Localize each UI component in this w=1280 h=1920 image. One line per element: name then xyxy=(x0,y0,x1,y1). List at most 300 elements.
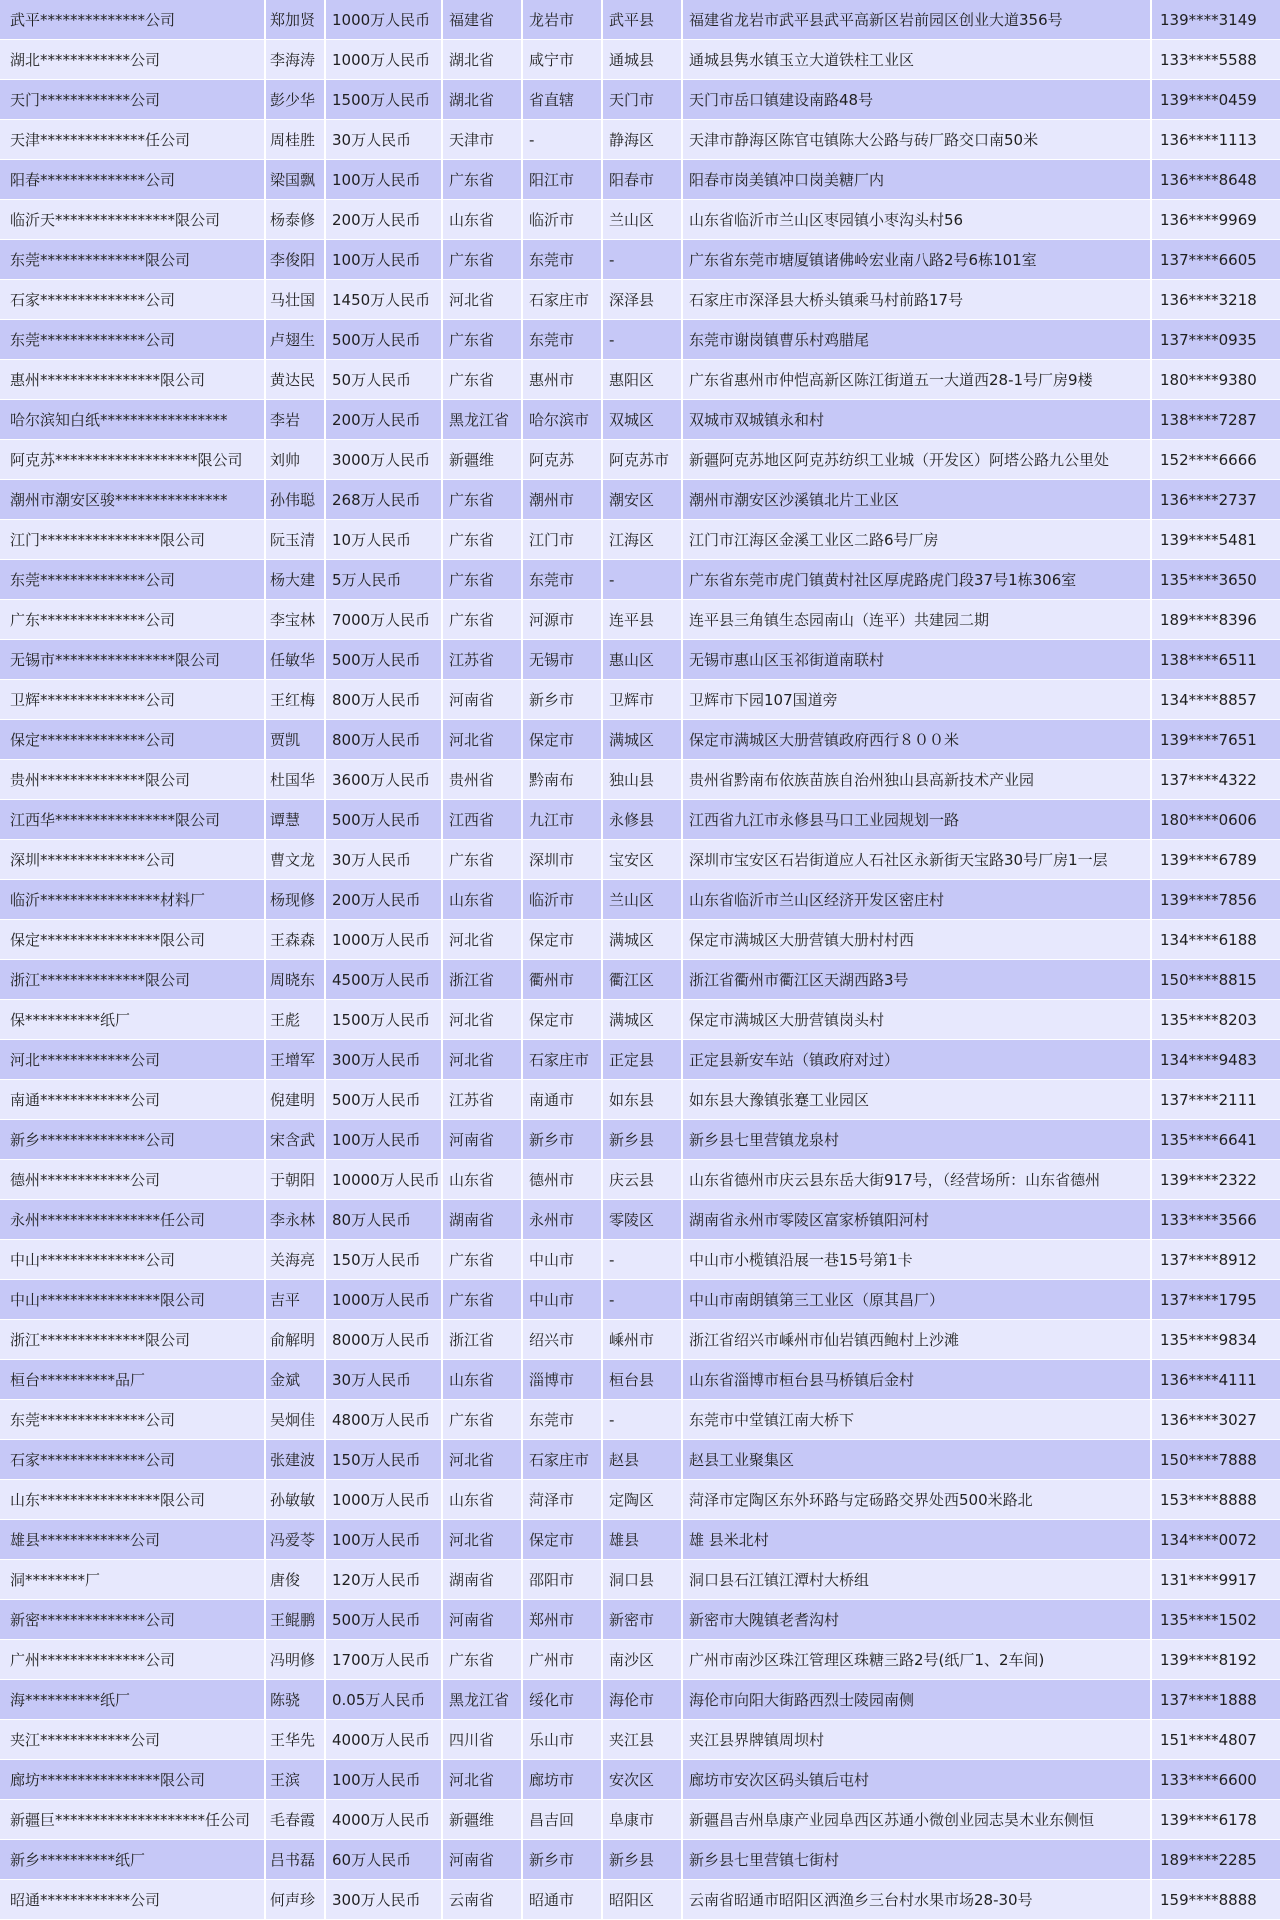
cell-company: 雄县************公司 xyxy=(0,1520,266,1560)
cell-province: 河南省 xyxy=(443,1120,523,1160)
cell-contact: 贾凯 xyxy=(266,720,326,760)
cell-province: 山东省 xyxy=(443,1360,523,1400)
table-row xyxy=(0,1200,1280,1240)
table-row xyxy=(0,1600,1280,1640)
cell-company: 东莞**************公司 xyxy=(0,560,266,600)
cell-address: 广州市南沙区珠江管理区珠糖三路2号(纸厂1、2车间) xyxy=(683,1640,1152,1680)
cell-capital: 800万人民币 xyxy=(326,720,443,760)
cell-capital: 1000万人民币 xyxy=(326,1480,443,1520)
cell-contact: 任敏华 xyxy=(266,640,326,680)
cell-city: - xyxy=(523,120,603,160)
cell-capital: 268万人民币 xyxy=(326,480,443,520)
cell-district: 庆云县 xyxy=(603,1160,683,1200)
cell-company: 廊坊****************限公司 xyxy=(0,1760,266,1800)
cell-province: 福建省 xyxy=(443,0,523,40)
cell-company: 昭通************公司 xyxy=(0,1880,266,1920)
cell-province: 河南省 xyxy=(443,680,523,720)
cell-company: 河北************公司 xyxy=(0,1040,266,1080)
cell-phone: 137****8912 xyxy=(1160,1251,1257,1269)
cell-company: 桓台**********品厂 xyxy=(0,1360,266,1400)
cell-address: 夹江县界牌镇周坝村 xyxy=(683,1720,1152,1760)
cell-city: 九江市 xyxy=(523,800,603,840)
cell-phone: 139****7856 xyxy=(1160,891,1257,909)
cell-address: 新乡县七里营镇七街村 xyxy=(683,1840,1152,1880)
cell-contact: 郑加贤 xyxy=(266,0,326,40)
cell-district: 卫辉市 xyxy=(603,680,683,720)
cell-city: 绍兴市 xyxy=(523,1320,603,1360)
cell-district: 满城区 xyxy=(603,1000,683,1040)
cell-contact: 黄达民 xyxy=(266,360,326,400)
cell-district: 新乡县 xyxy=(603,1840,683,1880)
cell-phone: 137****6605 xyxy=(1160,251,1257,269)
cell-contact: 何声珍 xyxy=(266,1880,326,1920)
cell-province: 江苏省 xyxy=(443,1080,523,1120)
cell-district: 正定县 xyxy=(603,1040,683,1080)
cell-district: - xyxy=(603,1280,683,1320)
cell-address: 卫辉市下园107国道旁 xyxy=(683,680,1152,720)
cell-city: 临沂市 xyxy=(523,880,603,920)
cell-phone: 134****8857 xyxy=(1160,691,1257,709)
cell-city: 阿克苏 xyxy=(523,440,603,480)
cell-city: 廊坊市 xyxy=(523,1760,603,1800)
cell-address: 江门市江海区金溪工业区二路6号厂房 xyxy=(683,520,1152,560)
cell-city: 惠州市 xyxy=(523,360,603,400)
cell-company: 新乡**************公司 xyxy=(0,1120,266,1160)
cell-company: 德州************公司 xyxy=(0,1160,266,1200)
cell-city: 昌吉回 xyxy=(523,1800,603,1840)
cell-city: 东莞市 xyxy=(523,320,603,360)
cell-district: 阳春市 xyxy=(603,160,683,200)
cell-city: 保定市 xyxy=(523,1520,603,1560)
table-row xyxy=(0,600,1280,640)
cell-district: 如东县 xyxy=(603,1080,683,1120)
cell-capital: 5万人民币 xyxy=(326,560,443,600)
cell-province: 河北省 xyxy=(443,720,523,760)
cell-company: 石家**************公司 xyxy=(0,1440,266,1480)
cell-address: 保定市满城区大册营镇大册村村西 xyxy=(683,920,1152,960)
cell-province: 广东省 xyxy=(443,560,523,600)
cell-address: 福建省龙岩市武平县武平高新区岩前园区创业大道356号 xyxy=(683,0,1152,40)
cell-capital: 50万人民币 xyxy=(326,360,443,400)
cell-district: - xyxy=(603,1240,683,1280)
cell-district: 满城区 xyxy=(603,920,683,960)
cell-province: 广东省 xyxy=(443,480,523,520)
cell-contact: 杜国华 xyxy=(266,760,326,800)
cell-district: 阜康市 xyxy=(603,1800,683,1840)
table-row xyxy=(0,560,1280,600)
table-row xyxy=(0,920,1280,960)
table-row xyxy=(0,400,1280,440)
cell-phone: 136****8648 xyxy=(1160,171,1257,189)
cell-city: 淄博市 xyxy=(523,1360,603,1400)
cell-contact: 孙敏敏 xyxy=(266,1480,326,1520)
cell-province: 广东省 xyxy=(443,360,523,400)
cell-city: 保定市 xyxy=(523,1000,603,1040)
cell-contact: 王鲲鹏 xyxy=(266,1600,326,1640)
cell-city: 东莞市 xyxy=(523,240,603,280)
cell-company: 江门****************限公司 xyxy=(0,520,266,560)
cell-district: - xyxy=(603,240,683,280)
cell-capital: 30万人民币 xyxy=(326,1360,443,1400)
cell-phone: 189****2285 xyxy=(1160,1851,1257,1869)
cell-province: 云南省 xyxy=(443,1880,523,1920)
cell-contact: 关海亮 xyxy=(266,1240,326,1280)
cell-phone: 135****8203 xyxy=(1160,1011,1257,1029)
cell-contact: 梁国飘 xyxy=(266,160,326,200)
cell-city: 龙岩市 xyxy=(523,0,603,40)
cell-capital: 7000万人民币 xyxy=(326,600,443,640)
cell-contact: 吉平 xyxy=(266,1280,326,1320)
cell-address: 新密市大隗镇老耆沟村 xyxy=(683,1600,1152,1640)
cell-address: 双城市双城镇永和村 xyxy=(683,400,1152,440)
cell-company: 临沂天****************限公司 xyxy=(0,200,266,240)
cell-province: 广东省 xyxy=(443,1280,523,1320)
cell-phone: 151****4807 xyxy=(1160,1731,1257,1749)
cell-province: 湖北省 xyxy=(443,40,523,80)
cell-district: 嵊州市 xyxy=(603,1320,683,1360)
cell-capital: 30万人民币 xyxy=(326,120,443,160)
cell-address: 山东省德州市庆云县东岳大街917号，（经营场所：山东省德州 xyxy=(683,1160,1152,1200)
table-row xyxy=(0,40,1280,80)
cell-capital: 10万人民币 xyxy=(326,520,443,560)
cell-address: 保定市满城区大册营镇岗头村 xyxy=(683,1000,1152,1040)
cell-company: 海**********纸厂 xyxy=(0,1680,266,1720)
cell-capital: 8000万人民币 xyxy=(326,1320,443,1360)
cell-contact: 马壮国 xyxy=(266,280,326,320)
cell-city: 阳江市 xyxy=(523,160,603,200)
cell-city: 新乡市 xyxy=(523,680,603,720)
cell-address: 新乡县七里营镇龙泉村 xyxy=(683,1120,1152,1160)
cell-contact: 宋含武 xyxy=(266,1120,326,1160)
cell-city: 潮州市 xyxy=(523,480,603,520)
cell-company: 江西华****************限公司 xyxy=(0,800,266,840)
cell-address: 廊坊市安次区码头镇后屯村 xyxy=(683,1760,1152,1800)
cell-contact: 金斌 xyxy=(266,1360,326,1400)
cell-capital: 1000万人民币 xyxy=(326,1280,443,1320)
cell-phone: 159****8888 xyxy=(1160,1891,1257,1909)
cell-province: 河北省 xyxy=(443,920,523,960)
cell-address: 如东县大豫镇张蹇工业园区 xyxy=(683,1080,1152,1120)
cell-province: 四川省 xyxy=(443,1720,523,1760)
cell-district: 雄县 xyxy=(603,1520,683,1560)
cell-province: 河北省 xyxy=(443,1520,523,1560)
table-row xyxy=(0,1800,1280,1840)
table-row xyxy=(0,80,1280,120)
cell-phone: 133****6600 xyxy=(1160,1771,1257,1789)
cell-province: 河北省 xyxy=(443,280,523,320)
cell-capital: 100万人民币 xyxy=(326,240,443,280)
cell-capital: 200万人民币 xyxy=(326,200,443,240)
cell-address: 东莞市谢岗镇曹乐村鸡腊尾 xyxy=(683,320,1152,360)
cell-province: 江西省 xyxy=(443,800,523,840)
cell-district: 天门市 xyxy=(603,80,683,120)
cell-district: 永修县 xyxy=(603,800,683,840)
table-row xyxy=(0,440,1280,480)
cell-phone: 137****4322 xyxy=(1160,771,1257,789)
cell-contact: 吕书磊 xyxy=(266,1840,326,1880)
cell-province: 河南省 xyxy=(443,1840,523,1880)
cell-capital: 100万人民币 xyxy=(326,160,443,200)
cell-phone: 133****3566 xyxy=(1160,1211,1257,1229)
cell-company: 潮州市潮安区骏*************** xyxy=(0,480,266,520)
cell-district: 安次区 xyxy=(603,1760,683,1800)
cell-province: 河北省 xyxy=(443,1040,523,1080)
cell-company: 洞********厂 xyxy=(0,1560,266,1600)
cell-city: 新乡市 xyxy=(523,1840,603,1880)
cell-province: 河南省 xyxy=(443,1600,523,1640)
cell-district: 阿克苏市 xyxy=(603,440,683,480)
cell-address: 赵县工业聚集区 xyxy=(683,1440,1152,1480)
cell-district: 兰山区 xyxy=(603,200,683,240)
cell-district: 宝安区 xyxy=(603,840,683,880)
cell-company: 广州**************公司 xyxy=(0,1640,266,1680)
cell-city: 江门市 xyxy=(523,520,603,560)
cell-address: 深圳市宝安区石岩街道应人石社区永新街天宝路30号厂房1一层 xyxy=(683,840,1152,880)
cell-address: 广东省惠州市仲恺高新区陈江街道五一大道西28-1号厂房9楼 xyxy=(683,360,1152,400)
cell-city: 保定市 xyxy=(523,720,603,760)
cell-district: 惠山区 xyxy=(603,640,683,680)
table-row xyxy=(0,760,1280,800)
cell-contact: 孙伟聪 xyxy=(266,480,326,520)
cell-city: 河源市 xyxy=(523,600,603,640)
cell-city: 黔南布 xyxy=(523,760,603,800)
cell-district: 零陵区 xyxy=(603,1200,683,1240)
cell-address: 天门市岳口镇建设南路48号 xyxy=(683,80,1152,120)
cell-contact: 陈骁 xyxy=(266,1680,326,1720)
cell-address: 山东省临沂市兰山区枣园镇小枣沟头村56 xyxy=(683,200,1152,240)
cell-contact: 唐俊 xyxy=(266,1560,326,1600)
table-row xyxy=(0,880,1280,920)
table-row xyxy=(0,320,1280,360)
cell-phone: 139****6789 xyxy=(1160,851,1257,869)
cell-phone: 137****2111 xyxy=(1160,1091,1257,1109)
cell-city: 深圳市 xyxy=(523,840,603,880)
table-row xyxy=(0,520,1280,560)
cell-district: 新乡县 xyxy=(603,1120,683,1160)
cell-district: 夹江县 xyxy=(603,1720,683,1760)
cell-phone: 150****7888 xyxy=(1160,1451,1257,1469)
cell-phone: 136****9969 xyxy=(1160,211,1257,229)
table-row xyxy=(0,1400,1280,1440)
cell-district: - xyxy=(603,1400,683,1440)
cell-city: 石家庄市 xyxy=(523,280,603,320)
cell-phone: 135****6641 xyxy=(1160,1131,1257,1149)
cell-district: - xyxy=(603,320,683,360)
cell-province: 广东省 xyxy=(443,160,523,200)
cell-company: 临沂****************材料厂 xyxy=(0,880,266,920)
cell-company: 新乡**********纸厂 xyxy=(0,1840,266,1880)
table-row xyxy=(0,640,1280,680)
cell-district: 桓台县 xyxy=(603,1360,683,1400)
table-row xyxy=(0,1520,1280,1560)
cell-phone: 137****1795 xyxy=(1160,1291,1257,1309)
cell-company: 夹江************公司 xyxy=(0,1720,266,1760)
cell-capital: 80万人民币 xyxy=(326,1200,443,1240)
cell-company: 哈尔滨知白纸***************** xyxy=(0,400,266,440)
cell-address: 中山市小榄镇沿展一巷15号第1卡 xyxy=(683,1240,1152,1280)
cell-company: 无锡市****************限公司 xyxy=(0,640,266,680)
cell-province: 广东省 xyxy=(443,1400,523,1440)
cell-district: 双城区 xyxy=(603,400,683,440)
cell-phone: 134****9483 xyxy=(1160,1051,1257,1069)
table-row xyxy=(0,720,1280,760)
cell-province: 广东省 xyxy=(443,1240,523,1280)
cell-district: 江海区 xyxy=(603,520,683,560)
table-row xyxy=(0,1760,1280,1800)
cell-address: 正定县新安车站（镇政府对过） xyxy=(683,1040,1152,1080)
cell-contact: 毛春霞 xyxy=(266,1800,326,1840)
cell-contact: 彭少华 xyxy=(266,80,326,120)
cell-capital: 500万人民币 xyxy=(326,640,443,680)
table-row xyxy=(0,680,1280,720)
cell-phone: 134****6188 xyxy=(1160,931,1257,949)
cell-company: 贵州**************限公司 xyxy=(0,760,266,800)
table-row xyxy=(0,1440,1280,1480)
cell-capital: 150万人民币 xyxy=(326,1240,443,1280)
cell-address: 通城县隽水镇玉立大道铁柱工业区 xyxy=(683,40,1152,80)
cell-capital: 4500万人民币 xyxy=(326,960,443,1000)
cell-contact: 阮玉清 xyxy=(266,520,326,560)
cell-company: 东莞**************限公司 xyxy=(0,240,266,280)
cell-phone: 139****7651 xyxy=(1160,731,1257,749)
cell-contact: 俞解明 xyxy=(266,1320,326,1360)
cell-capital: 150万人民币 xyxy=(326,1440,443,1480)
cell-capital: 500万人民币 xyxy=(326,1080,443,1120)
cell-company: 深圳**************公司 xyxy=(0,840,266,880)
table-row xyxy=(0,840,1280,880)
cell-city: 哈尔滨市 xyxy=(523,400,603,440)
cell-province: 浙江省 xyxy=(443,1320,523,1360)
cell-capital: 4800万人民币 xyxy=(326,1400,443,1440)
cell-phone: 139****8192 xyxy=(1160,1651,1257,1669)
cell-city: 保定市 xyxy=(523,920,603,960)
cell-capital: 30万人民币 xyxy=(326,840,443,880)
cell-company: 湖北************公司 xyxy=(0,40,266,80)
cell-phone: 180****9380 xyxy=(1160,371,1257,389)
cell-contact: 张建波 xyxy=(266,1440,326,1480)
cell-district: 海伦市 xyxy=(603,1680,683,1720)
table-row xyxy=(0,480,1280,520)
cell-address: 中山市南朗镇第三工业区（原其昌厂） xyxy=(683,1280,1152,1320)
cell-contact: 倪建明 xyxy=(266,1080,326,1120)
cell-district: 潮安区 xyxy=(603,480,683,520)
cell-city: 菏泽市 xyxy=(523,1480,603,1520)
cell-phone: 137****0935 xyxy=(1160,331,1257,349)
cell-contact: 王滨 xyxy=(266,1760,326,1800)
cell-address: 菏泽市定陶区东外环路与定砀路交界处西500米路北 xyxy=(683,1480,1152,1520)
cell-contact: 卢翅生 xyxy=(266,320,326,360)
table-row xyxy=(0,160,1280,200)
cell-city: 无锡市 xyxy=(523,640,603,680)
cell-province: 广东省 xyxy=(443,520,523,560)
cell-province: 江苏省 xyxy=(443,640,523,680)
cell-capital: 100万人民币 xyxy=(326,1760,443,1800)
cell-district: 新密市 xyxy=(603,1600,683,1640)
cell-contact: 杨大建 xyxy=(266,560,326,600)
cell-province: 河北省 xyxy=(443,1440,523,1480)
cell-phone: 135****9834 xyxy=(1160,1331,1257,1349)
cell-contact: 周桂胜 xyxy=(266,120,326,160)
cell-phone: 135****3650 xyxy=(1160,571,1257,589)
cell-province: 广东省 xyxy=(443,240,523,280)
cell-province: 黑龙江省 xyxy=(443,1680,523,1720)
cell-company: 永州****************任公司 xyxy=(0,1200,266,1240)
table-row xyxy=(0,1080,1280,1120)
cell-capital: 500万人民币 xyxy=(326,320,443,360)
cell-address: 潮州市潮安区沙溪镇北片工业区 xyxy=(683,480,1152,520)
cell-contact: 李永林 xyxy=(266,1200,326,1240)
cell-company: 浙江**************限公司 xyxy=(0,960,266,1000)
cell-company: 天津**************任公司 xyxy=(0,120,266,160)
cell-capital: 1500万人民币 xyxy=(326,80,443,120)
cell-company: 石家**************公司 xyxy=(0,280,266,320)
cell-address: 石家庄市深泽县大桥头镇乘马村前路17号 xyxy=(683,280,1152,320)
cell-province: 广东省 xyxy=(443,840,523,880)
table-row xyxy=(0,1880,1280,1920)
table-row xyxy=(0,1040,1280,1080)
cell-capital: 300万人民币 xyxy=(326,1040,443,1080)
cell-province: 新疆维 xyxy=(443,1800,523,1840)
cell-address: 江西省九江市永修县马口工业园规划一路 xyxy=(683,800,1152,840)
cell-phone: 136****1113 xyxy=(1160,131,1257,149)
cell-city: 中山市 xyxy=(523,1280,603,1320)
cell-province: 广东省 xyxy=(443,320,523,360)
cell-address: 连平县三角镇生态园南山（连平）共建园二期 xyxy=(683,600,1152,640)
cell-district: 赵县 xyxy=(603,1440,683,1480)
cell-address: 天津市静海区陈官屯镇陈大公路与砖厂路交口南50米 xyxy=(683,120,1152,160)
cell-city: 郑州市 xyxy=(523,1600,603,1640)
cell-contact: 王森森 xyxy=(266,920,326,960)
cell-capital: 60万人民币 xyxy=(326,1840,443,1880)
cell-city: 广州市 xyxy=(523,1640,603,1680)
cell-capital: 1500万人民币 xyxy=(326,1000,443,1040)
cell-company: 阳春**************公司 xyxy=(0,160,266,200)
cell-province: 河北省 xyxy=(443,1760,523,1800)
table-row xyxy=(0,0,1280,40)
cell-province: 天津市 xyxy=(443,120,523,160)
cell-district: 洞口县 xyxy=(603,1560,683,1600)
cell-phone: 135****1502 xyxy=(1160,1611,1257,1629)
cell-district: 昭阳区 xyxy=(603,1880,683,1920)
cell-address: 云南省昭通市昭阳区洒渔乡三台村水果市场28-30号 xyxy=(683,1880,1152,1920)
cell-capital: 0.05万人民币 xyxy=(326,1680,443,1720)
cell-company: 卫辉**************公司 xyxy=(0,680,266,720)
cell-province: 湖北省 xyxy=(443,80,523,120)
cell-company: 浙江**************限公司 xyxy=(0,1320,266,1360)
cell-company: 山东****************限公司 xyxy=(0,1480,266,1520)
cell-province: 贵州省 xyxy=(443,760,523,800)
cell-phone: 139****0459 xyxy=(1160,91,1257,109)
table-row xyxy=(0,200,1280,240)
cell-address: 东莞市中堂镇江南大桥下 xyxy=(683,1400,1152,1440)
cell-phone: 139****2322 xyxy=(1160,1171,1257,1189)
table-row xyxy=(0,1560,1280,1600)
cell-phone: 133****5588 xyxy=(1160,51,1257,69)
cell-phone: 136****2737 xyxy=(1160,491,1257,509)
cell-province: 新疆维 xyxy=(443,440,523,480)
cell-city: 德州市 xyxy=(523,1160,603,1200)
cell-district: 独山县 xyxy=(603,760,683,800)
cell-capital: 800万人民币 xyxy=(326,680,443,720)
cell-address: 新疆昌吉州阜康产业园阜西区苏通小微创业园志昊木业东侧恒 xyxy=(683,1800,1152,1840)
cell-phone: 180****0606 xyxy=(1160,811,1257,829)
cell-district: 惠阳区 xyxy=(603,360,683,400)
cell-province: 广东省 xyxy=(443,1640,523,1680)
table-row xyxy=(0,960,1280,1000)
cell-city: 昭通市 xyxy=(523,1880,603,1920)
cell-phone: 136****3218 xyxy=(1160,291,1257,309)
cell-city: 绥化市 xyxy=(523,1680,603,1720)
